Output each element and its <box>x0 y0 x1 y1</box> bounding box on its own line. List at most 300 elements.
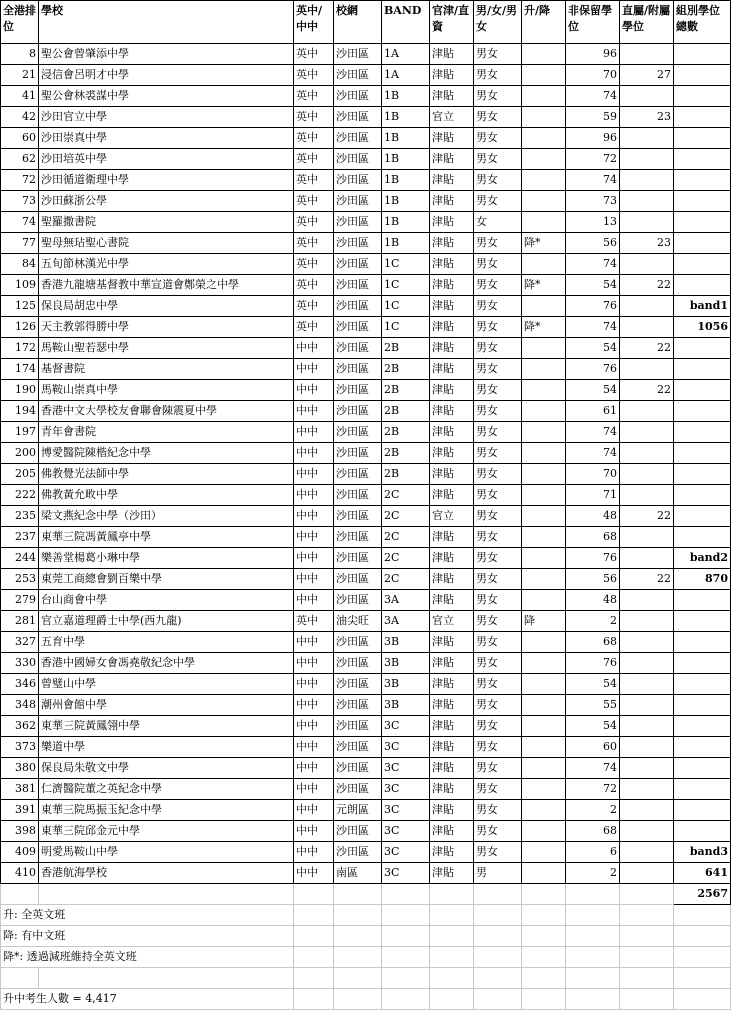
gender-cell: 男女 <box>474 338 522 359</box>
finance-type-cell: 津貼 <box>430 338 474 359</box>
open-places-cell: 59 <box>566 107 620 128</box>
finance-type-cell: 官立 <box>430 611 474 632</box>
band-cell: 1B <box>382 107 430 128</box>
band-cell: 2B <box>382 380 430 401</box>
open-places-cell: 68 <box>566 632 620 653</box>
rank-cell: 109 <box>1 275 39 296</box>
open-places-cell: 60 <box>566 737 620 758</box>
band-cell: 3B <box>382 632 430 653</box>
open-places-cell: 96 <box>566 44 620 65</box>
band-total-cell: band3 <box>674 842 731 863</box>
band-cell: 3C <box>382 842 430 863</box>
class-change-cell: 降* <box>522 275 566 296</box>
finance-type-cell: 津貼 <box>430 149 474 170</box>
finance-type-cell: 津貼 <box>430 44 474 65</box>
gender-cell: 男女 <box>474 716 522 737</box>
open-places-cell: 72 <box>566 149 620 170</box>
school-name-cell: 東華三院馮黃鳳亭中學 <box>39 527 294 548</box>
finance-type-cell: 津貼 <box>430 527 474 548</box>
rank-cell: 41 <box>1 86 39 107</box>
open-places-cell: 71 <box>566 485 620 506</box>
finance-type-cell: 津貼 <box>430 800 474 821</box>
through-train-places-cell <box>620 443 674 464</box>
band-total-cell: band2 <box>674 548 731 569</box>
table-row <box>1 149 731 170</box>
gender-cell: 男女 <box>474 107 522 128</box>
medium-cell: 英中 <box>294 170 334 191</box>
through-train-places-cell <box>620 842 674 863</box>
band-total-cell <box>674 107 731 128</box>
district-cell: 沙田區 <box>334 65 382 86</box>
gender-cell: 男女 <box>474 674 522 695</box>
header-cell: 官津/直資 <box>430 1 474 44</box>
open-places-cell: 54 <box>566 716 620 737</box>
school-name-cell: 佛教黃允畋中學 <box>39 485 294 506</box>
note-applicants: 升中考生人數 = 4,417 <box>1 989 294 1010</box>
class-change-cell <box>522 527 566 548</box>
finance-type-cell: 津貼 <box>430 128 474 149</box>
rank-cell: 348 <box>1 695 39 716</box>
through-train-places-cell <box>620 212 674 233</box>
band-cell: 3B <box>382 695 430 716</box>
finance-type-cell: 津貼 <box>430 569 474 590</box>
through-train-places-cell: 22 <box>620 569 674 590</box>
school-name-cell: 保良局朱敬文中學 <box>39 758 294 779</box>
medium-cell: 英中 <box>294 317 334 338</box>
finance-type-cell: 津貼 <box>430 464 474 485</box>
through-train-places-cell <box>620 590 674 611</box>
band-total-cell <box>674 632 731 653</box>
rank-cell: 190 <box>1 380 39 401</box>
class-change-cell: 降* <box>522 233 566 254</box>
table-row <box>1 485 731 506</box>
district-cell: 沙田區 <box>334 527 382 548</box>
medium-cell: 中中 <box>294 800 334 821</box>
table-row <box>1 611 731 632</box>
table-row <box>1 737 731 758</box>
band-cell: 1B <box>382 149 430 170</box>
gender-cell: 男女 <box>474 653 522 674</box>
gender-cell: 男女 <box>474 401 522 422</box>
table-row <box>1 359 731 380</box>
open-places-cell: 6 <box>566 842 620 863</box>
blank-row <box>1 968 731 989</box>
district-cell: 沙田區 <box>334 191 382 212</box>
header-cell: 校網 <box>334 1 382 44</box>
finance-type-cell: 津貼 <box>430 779 474 800</box>
table-row <box>1 758 731 779</box>
table-row <box>1 527 731 548</box>
district-cell: 沙田區 <box>334 506 382 527</box>
district-cell: 沙田區 <box>334 821 382 842</box>
finance-type-cell: 津貼 <box>430 317 474 338</box>
school-name-cell: 梁文燕紀念中學（沙田） <box>39 506 294 527</box>
gender-cell: 男女 <box>474 548 522 569</box>
table-row <box>1 128 731 149</box>
gender-cell: 男女 <box>474 359 522 380</box>
district-cell: 沙田區 <box>334 632 382 653</box>
class-change-cell: 降 <box>522 611 566 632</box>
school-name-cell: 曾璧山中學 <box>39 674 294 695</box>
medium-cell: 中中 <box>294 695 334 716</box>
band-cell: 1A <box>382 44 430 65</box>
finance-type-cell: 津貼 <box>430 380 474 401</box>
open-places-cell: 76 <box>566 548 620 569</box>
band-cell: 2C <box>382 506 430 527</box>
finance-type-cell: 津貼 <box>430 485 474 506</box>
through-train-places-cell <box>620 779 674 800</box>
through-train-places-cell <box>620 716 674 737</box>
band-cell: 1C <box>382 317 430 338</box>
band-cell: 2B <box>382 338 430 359</box>
band-total-cell <box>674 149 731 170</box>
through-train-places-cell <box>620 170 674 191</box>
district-cell: 沙田區 <box>334 485 382 506</box>
finance-type-cell: 津貼 <box>430 737 474 758</box>
band-cell: 3C <box>382 800 430 821</box>
class-change-cell <box>522 149 566 170</box>
medium-cell: 中中 <box>294 758 334 779</box>
band-cell: 2B <box>382 443 430 464</box>
district-cell: 沙田區 <box>334 653 382 674</box>
school-name-cell: 沙田蘇浙公學 <box>39 191 294 212</box>
table-row <box>1 338 731 359</box>
band-cell: 3B <box>382 674 430 695</box>
through-train-places-cell <box>620 44 674 65</box>
rank-cell: 222 <box>1 485 39 506</box>
finance-type-cell: 津貼 <box>430 65 474 86</box>
header-cell: 升/降 <box>522 1 566 44</box>
class-change-cell <box>522 632 566 653</box>
table-row <box>1 422 731 443</box>
medium-cell: 中中 <box>294 548 334 569</box>
rank-cell: 253 <box>1 569 39 590</box>
district-cell: 沙田區 <box>334 758 382 779</box>
school-name-cell: 馬鞍山聖若瑟中學 <box>39 338 294 359</box>
table-row <box>1 632 731 653</box>
open-places-cell: 61 <box>566 401 620 422</box>
gender-cell: 男女 <box>474 590 522 611</box>
header-row <box>1 1 731 44</box>
table-row <box>1 464 731 485</box>
class-change-cell <box>522 695 566 716</box>
band-total-cell <box>674 527 731 548</box>
finance-type-cell: 津貼 <box>430 758 474 779</box>
class-change-cell <box>522 506 566 527</box>
band-cell: 1C <box>382 296 430 317</box>
class-change-cell: 降* <box>522 317 566 338</box>
band-cell: 2B <box>382 422 430 443</box>
class-change-cell <box>522 590 566 611</box>
open-places-cell: 56 <box>566 569 620 590</box>
gender-cell: 男女 <box>474 842 522 863</box>
band-total-cell <box>674 170 731 191</box>
school-name-cell: 樂善堂楊葛小琳中學 <box>39 548 294 569</box>
band-cell: 3C <box>382 821 430 842</box>
band-cell: 1B <box>382 170 430 191</box>
medium-cell: 中中 <box>294 401 334 422</box>
band-cell: 1A <box>382 65 430 86</box>
band-cell: 2C <box>382 527 430 548</box>
medium-cell: 英中 <box>294 296 334 317</box>
band-cell: 2C <box>382 569 430 590</box>
band-total-cell <box>674 821 731 842</box>
header-cell: 非保留學位 <box>566 1 620 44</box>
table-row <box>1 170 731 191</box>
through-train-places-cell <box>620 422 674 443</box>
school-name-cell: 博愛醫院陳楷紀念中學 <box>39 443 294 464</box>
finance-type-cell: 津貼 <box>430 674 474 695</box>
band-cell: 1B <box>382 233 430 254</box>
band-total-cell <box>674 443 731 464</box>
class-change-cell <box>522 401 566 422</box>
rank-cell: 60 <box>1 128 39 149</box>
table-body <box>1 44 731 884</box>
district-cell: 沙田區 <box>334 695 382 716</box>
rank-cell: 346 <box>1 674 39 695</box>
open-places-cell: 76 <box>566 296 620 317</box>
open-places-cell: 73 <box>566 191 620 212</box>
finance-type-cell: 官立 <box>430 506 474 527</box>
gender-cell: 男女 <box>474 191 522 212</box>
gender-cell: 男女 <box>474 170 522 191</box>
finance-type-cell: 官立 <box>430 107 474 128</box>
medium-cell: 中中 <box>294 863 334 884</box>
finance-type-cell: 津貼 <box>430 443 474 464</box>
rank-cell: 327 <box>1 632 39 653</box>
band-cell: 2C <box>382 485 430 506</box>
band-total-cell <box>674 758 731 779</box>
medium-cell: 英中 <box>294 611 334 632</box>
open-places-cell: 76 <box>566 653 620 674</box>
school-name-cell: 東華三院馬振玉紀念中學 <box>39 800 294 821</box>
open-places-cell: 2 <box>566 863 620 884</box>
gender-cell: 男女 <box>474 737 522 758</box>
district-cell: 沙田區 <box>334 128 382 149</box>
class-change-cell <box>522 128 566 149</box>
school-name-cell: 香港中國婦女會馮堯敬紀念中學 <box>39 653 294 674</box>
class-change-cell <box>522 779 566 800</box>
gender-cell: 男女 <box>474 485 522 506</box>
through-train-places-cell <box>620 128 674 149</box>
band-cell: 3C <box>382 863 430 884</box>
table-row <box>1 44 731 65</box>
district-cell: 沙田區 <box>334 443 382 464</box>
rank-cell: 362 <box>1 716 39 737</box>
through-train-places-cell <box>620 653 674 674</box>
open-places-cell: 2 <box>566 611 620 632</box>
band-total-cell <box>674 86 731 107</box>
finance-type-cell: 津貼 <box>430 359 474 380</box>
class-change-cell <box>522 191 566 212</box>
school-name-cell: 聖母無玷聖心書院 <box>39 233 294 254</box>
district-cell: 沙田區 <box>334 296 382 317</box>
gender-cell: 男女 <box>474 821 522 842</box>
through-train-places-cell <box>620 296 674 317</box>
band-total-cell <box>674 506 731 527</box>
class-change-cell <box>522 212 566 233</box>
finance-type-cell: 津貼 <box>430 86 474 107</box>
school-name-cell: 佛教覺光法師中學 <box>39 464 294 485</box>
table-row <box>1 401 731 422</box>
gender-cell: 男女 <box>474 317 522 338</box>
class-change-cell <box>522 821 566 842</box>
gender-cell: 男女 <box>474 44 522 65</box>
through-train-places-cell <box>620 800 674 821</box>
rank-cell: 197 <box>1 422 39 443</box>
class-change-cell <box>522 758 566 779</box>
district-cell: 南區 <box>334 863 382 884</box>
table-row <box>1 674 731 695</box>
finance-type-cell: 津貼 <box>430 275 474 296</box>
gender-cell: 男女 <box>474 695 522 716</box>
through-train-places-cell <box>620 695 674 716</box>
gender-cell: 男女 <box>474 296 522 317</box>
finance-type-cell: 津貼 <box>430 653 474 674</box>
medium-cell: 英中 <box>294 107 334 128</box>
through-train-places-cell <box>620 863 674 884</box>
school-name-cell: 聖公會曾肇添中學 <box>39 44 294 65</box>
gender-cell: 男女 <box>474 380 522 401</box>
class-change-cell <box>522 380 566 401</box>
medium-cell: 英中 <box>294 254 334 275</box>
through-train-places-cell <box>620 674 674 695</box>
school-name-cell: 聖公會林裘謀中學 <box>39 86 294 107</box>
through-train-places-cell <box>620 317 674 338</box>
district-cell: 沙田區 <box>334 233 382 254</box>
rank-cell: 410 <box>1 863 39 884</box>
district-cell: 沙田區 <box>334 149 382 170</box>
finance-type-cell: 津貼 <box>430 296 474 317</box>
medium-cell: 英中 <box>294 212 334 233</box>
rank-cell: 126 <box>1 317 39 338</box>
band-cell: 1C <box>382 254 430 275</box>
district-cell: 沙田區 <box>334 590 382 611</box>
open-places-cell: 54 <box>566 338 620 359</box>
header-cell: 直屬/附屬學位 <box>620 1 674 44</box>
table-row <box>1 800 731 821</box>
through-train-places-cell <box>620 737 674 758</box>
open-places-cell: 74 <box>566 317 620 338</box>
gender-cell: 男女 <box>474 149 522 170</box>
open-places-cell: 48 <box>566 506 620 527</box>
open-places-cell: 74 <box>566 254 620 275</box>
medium-cell: 中中 <box>294 338 334 359</box>
finance-type-cell: 津貼 <box>430 422 474 443</box>
band-total-cell <box>674 653 731 674</box>
through-train-places-cell <box>620 821 674 842</box>
finance-type-cell: 津貼 <box>430 254 474 275</box>
finance-type-cell: 津貼 <box>430 632 474 653</box>
through-train-places-cell <box>620 611 674 632</box>
note-row <box>1 947 731 968</box>
through-train-places-cell <box>620 254 674 275</box>
through-train-places-cell <box>620 632 674 653</box>
finance-type-cell: 津貼 <box>430 548 474 569</box>
header-cell: BAND <box>382 1 430 44</box>
class-change-cell <box>522 548 566 569</box>
medium-cell: 中中 <box>294 716 334 737</box>
finance-type-cell: 津貼 <box>430 191 474 212</box>
total-row <box>1 884 731 905</box>
table-row <box>1 842 731 863</box>
gender-cell: 男女 <box>474 632 522 653</box>
finance-type-cell: 津貼 <box>430 821 474 842</box>
band-total-cell <box>674 611 731 632</box>
finance-type-cell: 津貼 <box>430 233 474 254</box>
table-row <box>1 380 731 401</box>
band-total-cell <box>674 716 731 737</box>
header-cell: 英中/中中 <box>294 1 334 44</box>
note-row <box>1 989 731 1010</box>
table-row <box>1 779 731 800</box>
open-places-cell: 74 <box>566 443 620 464</box>
band-cell: 3C <box>382 716 430 737</box>
medium-cell: 中中 <box>294 506 334 527</box>
open-places-cell: 48 <box>566 590 620 611</box>
class-change-cell <box>522 359 566 380</box>
rank-cell: 235 <box>1 506 39 527</box>
open-places-cell: 68 <box>566 527 620 548</box>
header-cell: 全港排位 <box>1 1 39 44</box>
table-row <box>1 212 731 233</box>
rank-cell: 381 <box>1 779 39 800</box>
gender-cell: 男女 <box>474 128 522 149</box>
table-row <box>1 254 731 275</box>
band-total-cell <box>674 254 731 275</box>
table-row <box>1 653 731 674</box>
band-cell: 3B <box>382 653 430 674</box>
gender-cell: 男女 <box>474 422 522 443</box>
medium-cell: 中中 <box>294 842 334 863</box>
through-train-places-cell <box>620 464 674 485</box>
table-row <box>1 506 731 527</box>
note-jiang: 降: 有中文班 <box>1 926 294 947</box>
medium-cell: 中中 <box>294 380 334 401</box>
school-name-cell: 五旬節林漢光中學 <box>39 254 294 275</box>
table-row <box>1 716 731 737</box>
band-total-cell <box>674 401 731 422</box>
open-places-cell: 54 <box>566 380 620 401</box>
note-jiang-star: 降*: 透過減班維持全英文班 <box>1 947 294 968</box>
class-change-cell <box>522 842 566 863</box>
school-name-cell: 沙田培英中學 <box>39 149 294 170</box>
open-places-cell: 2 <box>566 800 620 821</box>
band-cell: 3C <box>382 737 430 758</box>
class-change-cell <box>522 653 566 674</box>
band-total-cell <box>674 338 731 359</box>
open-places-cell: 68 <box>566 821 620 842</box>
band-cell: 1B <box>382 191 430 212</box>
gender-cell: 男女 <box>474 800 522 821</box>
district-cell: 沙田區 <box>334 548 382 569</box>
open-places-cell: 55 <box>566 695 620 716</box>
table-row <box>1 569 731 590</box>
band-cell: 3A <box>382 590 430 611</box>
table-row <box>1 86 731 107</box>
medium-cell: 中中 <box>294 821 334 842</box>
medium-cell: 中中 <box>294 632 334 653</box>
medium-cell: 英中 <box>294 86 334 107</box>
rank-cell: 409 <box>1 842 39 863</box>
note-sheng: 升: 全英文班 <box>1 905 294 926</box>
open-places-cell: 70 <box>566 65 620 86</box>
through-train-places-cell <box>620 149 674 170</box>
district-cell: 油尖旺 <box>334 611 382 632</box>
band-total-cell <box>674 359 731 380</box>
through-train-places-cell <box>620 485 674 506</box>
open-places-cell: 76 <box>566 359 620 380</box>
